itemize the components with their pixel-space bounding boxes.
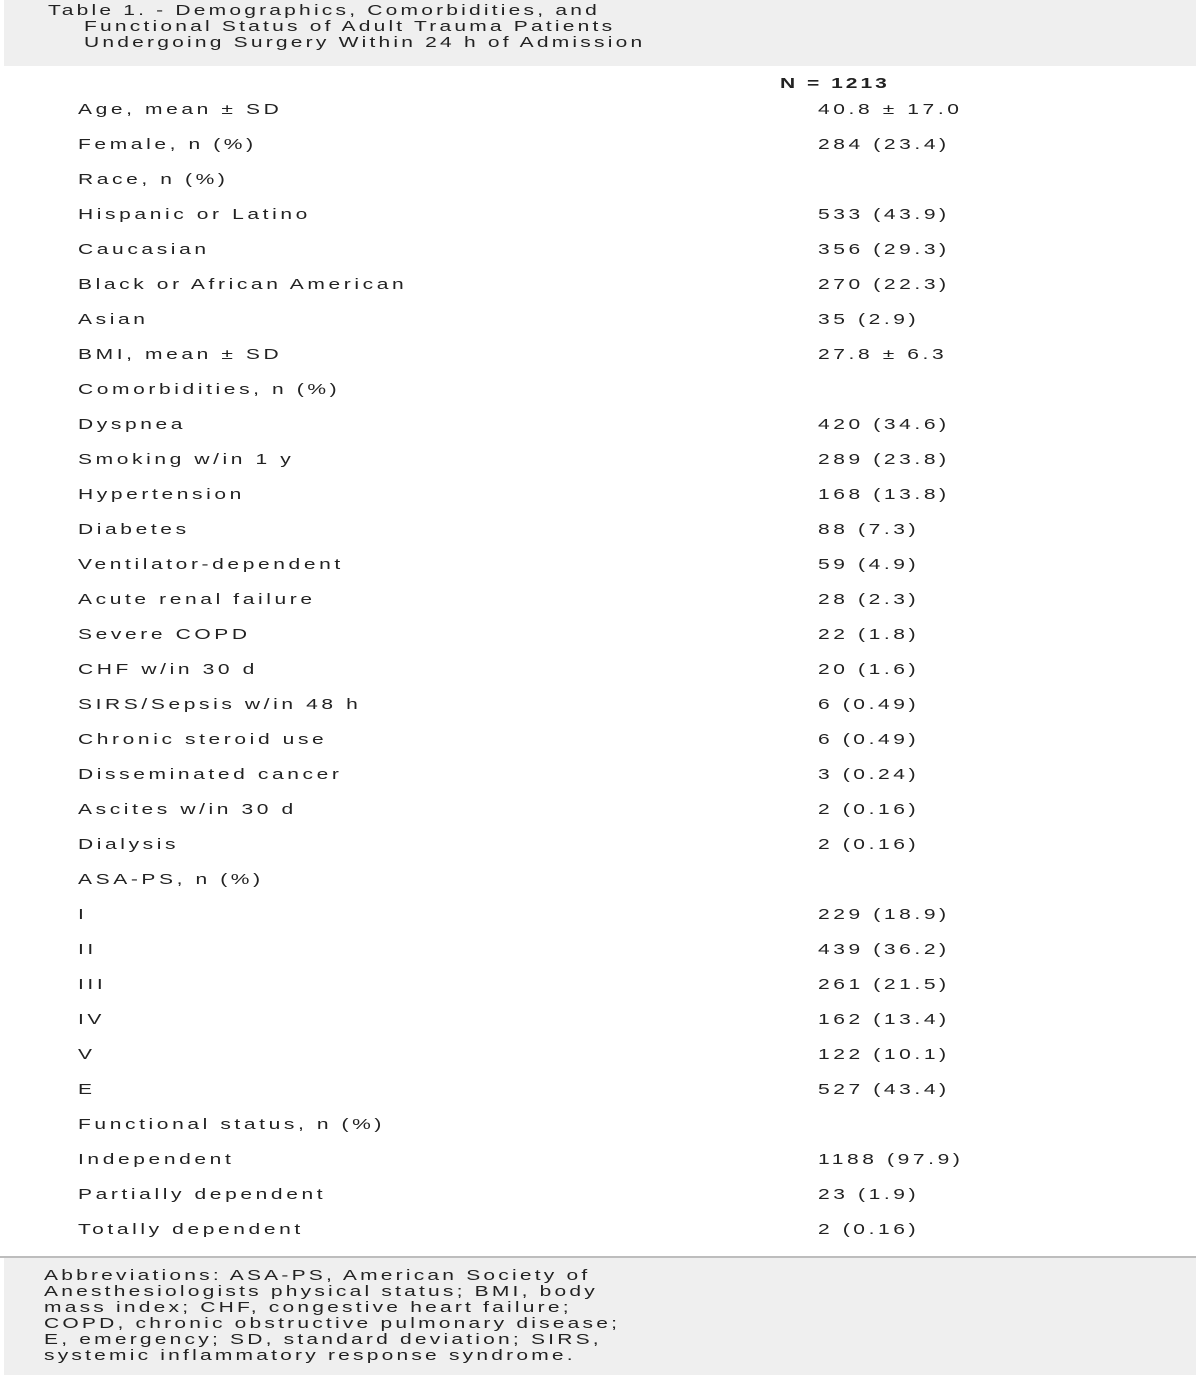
row-label: Black or African American <box>78 276 408 293</box>
row-label: Acute renal failure <box>78 591 316 608</box>
row-value: 2 (0.16) <box>818 836 920 853</box>
row-label: SIRS/Sepsis w/in 48 h <box>78 696 362 713</box>
table-row <box>0 548 1200 583</box>
row-value: 168 (13.8) <box>818 486 950 503</box>
row-label: BMI, mean ± SD <box>78 346 283 363</box>
row-value: 284 (23.4) <box>818 136 950 153</box>
row-value: 356 (29.3) <box>818 241 950 258</box>
table-row <box>0 443 1200 478</box>
row-value: 2 (0.16) <box>818 1221 920 1238</box>
row-value: 28 (2.3) <box>818 591 920 608</box>
caption-line: Functional Status of Adult Trauma Patients <box>84 18 616 35</box>
row-label: Functional status, n (%) <box>78 1116 385 1133</box>
row-value: 3 (0.24) <box>818 766 920 783</box>
row-label: Partially dependent <box>78 1186 327 1203</box>
table-row <box>0 793 1200 828</box>
caption-line: Table 1. - Demographics, Comorbidities, and <box>48 2 600 19</box>
table-row <box>0 898 1200 933</box>
row-label: Asian <box>78 311 149 328</box>
row-label: Ascites w/in 30 d <box>78 801 297 818</box>
row-label: I <box>78 906 88 923</box>
table-body <box>0 93 1200 1248</box>
row-label: Dyspnea <box>78 416 187 433</box>
table-row <box>0 1073 1200 1108</box>
row-label: IV <box>78 1011 106 1028</box>
table-row <box>0 1108 1200 1143</box>
table-row <box>0 1143 1200 1178</box>
row-value: 439 (36.2) <box>818 941 950 958</box>
row-value: 261 (21.5) <box>818 976 950 993</box>
table-row <box>0 583 1200 618</box>
table-row <box>0 618 1200 653</box>
footnote-line: E, emergency; SD, standard deviation; SIRS, <box>44 1331 602 1348</box>
table-row <box>0 968 1200 1003</box>
table-row <box>0 933 1200 968</box>
table-row <box>0 198 1200 233</box>
footnote-line: Abbreviations: ASA-PS, American Society of <box>44 1267 591 1284</box>
row-value: 229 (18.9) <box>818 906 950 923</box>
row-value: 35 (2.9) <box>818 311 920 328</box>
table-row <box>0 128 1200 163</box>
row-value: 420 (34.6) <box>818 416 950 433</box>
row-label: Independent <box>78 1151 235 1168</box>
row-value: 2 (0.16) <box>818 801 920 818</box>
table-row <box>0 1178 1200 1213</box>
row-label: Chronic steroid use <box>78 731 328 748</box>
row-value: 6 (0.49) <box>818 731 920 748</box>
table-row <box>0 863 1200 898</box>
row-value: 40.8 ± 17.0 <box>818 101 963 118</box>
caption-line: Undergoing Surgery Within 24 h of Admission <box>84 34 646 51</box>
table-row <box>0 233 1200 268</box>
table-row <box>0 688 1200 723</box>
row-label: Race, n (%) <box>78 171 229 188</box>
table-caption <box>4 0 1196 66</box>
row-label: V <box>78 1046 96 1063</box>
row-label: Age, mean ± SD <box>78 101 283 118</box>
table-row <box>0 723 1200 758</box>
row-value: 122 (10.1) <box>818 1046 950 1063</box>
row-label: Female, n (%) <box>78 136 257 153</box>
row-label: Disseminated cancer <box>78 766 343 783</box>
row-value: 289 (23.8) <box>818 451 950 468</box>
row-value: 27.8 ± 6.3 <box>818 346 948 363</box>
row-value: 6 (0.49) <box>818 696 920 713</box>
footnote-line: mass index; CHF, congestive heart failure; <box>44 1299 572 1316</box>
table-row <box>0 408 1200 443</box>
row-value: 527 (43.4) <box>818 1081 950 1098</box>
row-label: CHF w/in 30 d <box>78 661 258 678</box>
row-label: Diabetes <box>78 521 190 538</box>
table-row <box>0 1003 1200 1038</box>
row-label: Hypertension <box>78 486 245 503</box>
row-label: Totally dependent <box>78 1221 304 1238</box>
table-row <box>0 1038 1200 1073</box>
table-row <box>0 93 1200 128</box>
table-row <box>0 828 1200 863</box>
row-label: II <box>78 941 97 958</box>
row-label: Ventilator-dependent <box>78 556 344 573</box>
row-label: Severe COPD <box>78 626 251 643</box>
row-label: Smoking w/in 1 y <box>78 451 295 468</box>
row-label: Comorbidities, n (%) <box>78 381 341 398</box>
row-value: 270 (22.3) <box>818 276 950 293</box>
table-row <box>0 268 1200 303</box>
row-value: 1188 (97.9) <box>818 1151 964 1168</box>
table-row <box>0 653 1200 688</box>
table-row <box>0 303 1200 338</box>
row-label: Hispanic or Latino <box>78 206 311 223</box>
table-row <box>0 338 1200 373</box>
footnote-line: COPD, chronic obstructive pulmonary disease; <box>44 1315 621 1332</box>
row-value: 533 (43.9) <box>818 206 950 223</box>
row-value: 23 (1.9) <box>818 1186 920 1203</box>
row-label: Caucasian <box>78 241 210 258</box>
table-row <box>0 373 1200 408</box>
row-label: E <box>78 1081 96 1098</box>
row-label: ASA-PS, n (%) <box>78 871 264 888</box>
table-row <box>0 478 1200 513</box>
row-value: 88 (7.3) <box>818 521 920 538</box>
table-row <box>0 1213 1200 1248</box>
table-row <box>0 758 1200 793</box>
row-label: Dialysis <box>78 836 180 853</box>
footnote-line: systemic inflammatory response syndrome. <box>44 1347 576 1364</box>
row-value: 20 (1.6) <box>818 661 920 678</box>
column-header: N = 1213 <box>780 75 890 92</box>
row-value: 22 (1.8) <box>818 626 920 643</box>
table-footnote <box>4 1258 1196 1375</box>
table-row <box>0 513 1200 548</box>
footnote-line: Anesthesiologists physical status; BMI, body <box>44 1283 599 1300</box>
table-row <box>0 163 1200 198</box>
row-value: 59 (4.9) <box>818 556 920 573</box>
row-value: 162 (13.4) <box>818 1011 950 1028</box>
row-label: III <box>78 976 107 993</box>
